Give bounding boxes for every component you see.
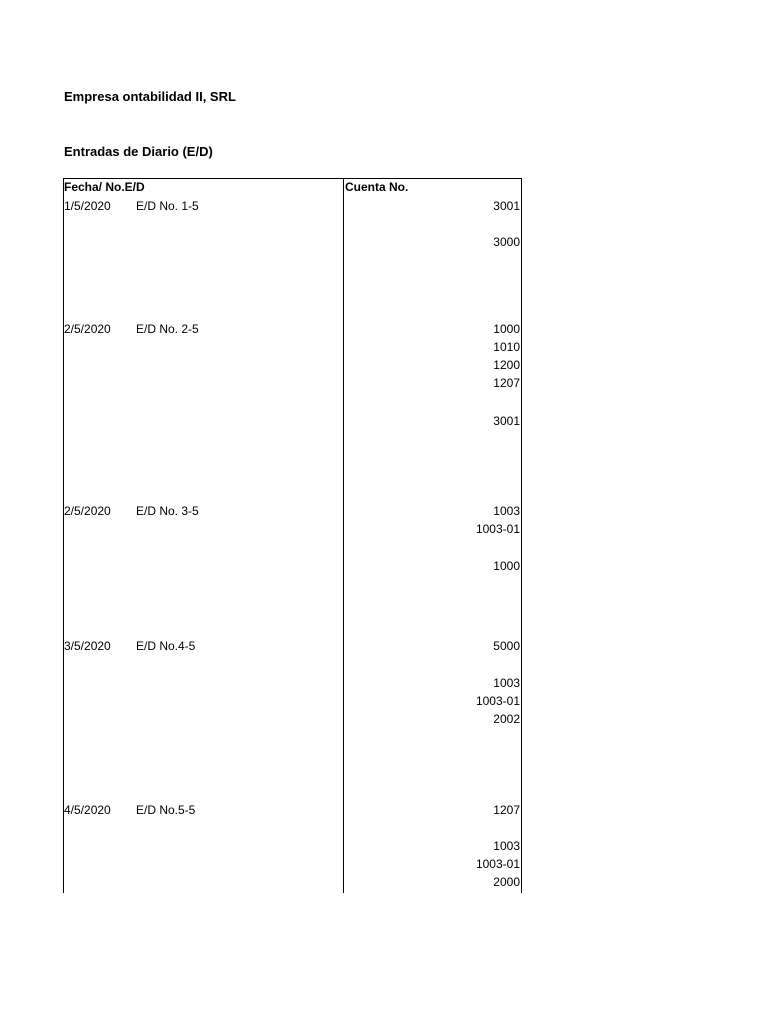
entry-date: 3/5/2020 (64, 639, 111, 653)
account-number: 1200 (493, 358, 520, 372)
account-number: 1000 (493, 559, 520, 573)
account-number: 5000 (493, 639, 520, 653)
account-number: 1003-01 (475, 857, 520, 871)
entry-number: E/D No. 2-5 (136, 322, 199, 336)
account-number: 3000 (493, 235, 520, 249)
entry-number: E/D No.4-5 (136, 639, 196, 653)
table-column-divider (343, 178, 344, 893)
header-fecha: Fecha/ No.E/D (64, 180, 145, 194)
table-left-border (63, 178, 64, 893)
table-top-border (63, 178, 522, 179)
account-number: 1003-01 (475, 694, 520, 708)
journal-title: Entradas de Diario (E/D) (64, 144, 213, 159)
journal-table (63, 178, 522, 893)
account-number: 2002 (493, 712, 520, 726)
entry-date: 4/5/2020 (64, 803, 111, 817)
header-cuenta: Cuenta No. (345, 180, 409, 194)
account-number: 1207 (493, 803, 520, 817)
entry-number: E/D No. 1-5 (136, 199, 199, 213)
account-number: 3001 (493, 199, 520, 213)
entry-date: 2/5/2020 (64, 322, 111, 336)
account-number: 1003 (493, 676, 520, 690)
account-number: 2000 (493, 875, 520, 889)
account-number: 1003 (493, 839, 520, 853)
account-number: 1003-01 (475, 522, 520, 536)
account-number: 1010 (493, 340, 520, 354)
account-number: 1207 (493, 376, 520, 390)
table-right-border (521, 178, 522, 893)
account-number: 3001 (493, 414, 520, 428)
entry-date: 1/5/2020 (64, 199, 111, 213)
entry-number: E/D No.5-5 (136, 803, 196, 817)
account-number: 1003 (493, 504, 520, 518)
account-number: 1000 (493, 322, 520, 336)
company-title: Empresa ontabilidad II, SRL (64, 89, 236, 104)
entry-number: E/D No. 3-5 (136, 504, 199, 518)
entry-date: 2/5/2020 (64, 504, 111, 518)
